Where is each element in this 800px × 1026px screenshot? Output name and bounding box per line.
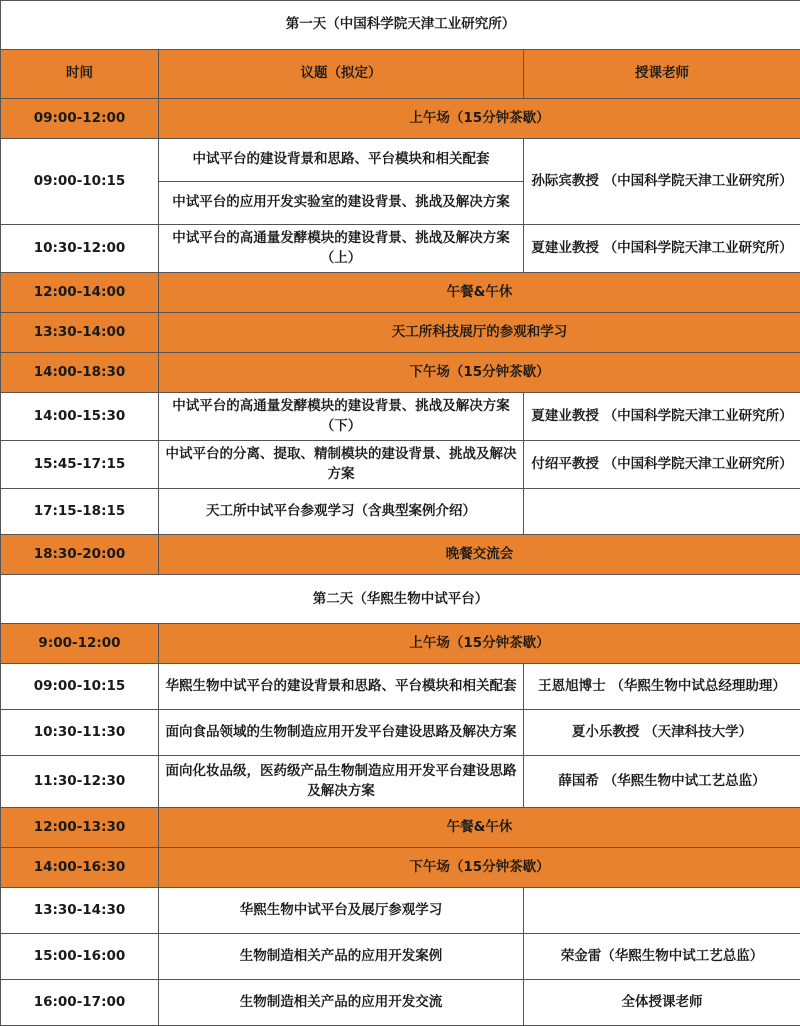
table-row [1, 99, 800, 139]
row-topic: 华熙生物中试平台的建设背景和思路、平台模块和相关配套 [159, 664, 524, 710]
row-time: 11:30-12:30 [1, 756, 159, 808]
column-header-time: 时间 [1, 50, 159, 99]
row-topic: 中试平台的建设背景和思路、平台模块和相关配套 [159, 139, 524, 182]
row-time: 10:30-12:00 [1, 225, 159, 273]
row-topic: 中试平台的应用开发实验室的建设背景、挑战及解决方案 [159, 182, 524, 225]
row-topic: 天工所中试平台参观学习（含典型案例介绍） [159, 489, 524, 535]
row-topic: 中试平台的高通量发酵模块的建设背景、挑战及解决方案（下） [159, 393, 524, 441]
row-session-label: 午餐&午休 [159, 808, 800, 848]
row-time: 14:00-16:30 [1, 848, 159, 888]
row-topic: 华熙生物中试平台及展厅参观学习 [159, 888, 524, 934]
row-teacher: 付绍平教授 （中国科学院天津工业研究所） [524, 441, 800, 489]
table-row [1, 139, 800, 182]
column-header-row [1, 50, 800, 99]
row-session-label: 天工所科技展厅的参观和学习 [159, 313, 800, 353]
row-topic: 中试平台的分离、提取、精制模块的建设背景、挑战及解决方案 [159, 441, 524, 489]
day2-header-row [1, 575, 800, 624]
table-row [1, 535, 800, 575]
row-topic: 面向化妆品级，医药级产品生物制造应用开发平台建设思路及解决方案 [159, 756, 524, 808]
row-topic: 生物制造相关产品的应用开发交流 [159, 980, 524, 1026]
row-time: 14:00-18:30 [1, 353, 159, 393]
table-row [1, 489, 800, 535]
row-topic: 面向食品领域的生物制造应用开发平台建设思路及解决方案 [159, 710, 524, 756]
row-time: 18:30-20:00 [1, 535, 159, 575]
row-teacher [524, 489, 800, 535]
row-topic: 生物制造相关产品的应用开发案例 [159, 934, 524, 980]
row-time: 12:00-14:00 [1, 273, 159, 313]
table-row [1, 980, 800, 1026]
row-time: 09:00-10:15 [1, 139, 159, 225]
row-teacher: 荣金雷（华熙生物中试工艺总监） [524, 934, 800, 980]
row-time: 15:00-16:00 [1, 934, 159, 980]
table-row [1, 664, 800, 710]
row-time: 17:15-18:15 [1, 489, 159, 535]
row-session-label: 上午场（15分钟茶歇） [159, 99, 800, 139]
row-teacher: 全体授课老师 [524, 980, 800, 1026]
column-header-topic: 议题（拟定） [159, 50, 524, 99]
day1-header-row [1, 1, 800, 50]
table-row [1, 313, 800, 353]
row-time: 10:30-11:30 [1, 710, 159, 756]
row-time: 12:00-13:30 [1, 808, 159, 848]
row-time: 09:00-10:15 [1, 664, 159, 710]
row-session-label: 下午场（15分钟茶歇） [159, 848, 800, 888]
row-session-label: 上午场（15分钟茶歇） [159, 624, 800, 664]
row-session-label: 午餐&午休 [159, 273, 800, 313]
row-topic: 中试平台的高通量发酵模块的建设背景、挑战及解决方案（上） [159, 225, 524, 273]
day1-title: 第一天（中国科学院天津工业研究所） [1, 1, 800, 50]
table-row [1, 393, 800, 441]
table-row [1, 888, 800, 934]
row-teacher: 夏建业教授 （中国科学院天津工业研究所） [524, 225, 800, 273]
row-session-label: 晚餐交流会 [159, 535, 800, 575]
table-row [1, 273, 800, 313]
row-time: 9:00-12:00 [1, 624, 159, 664]
table-row [1, 710, 800, 756]
row-time: 16:00-17:00 [1, 980, 159, 1026]
table-row [1, 441, 800, 489]
row-teacher: 孙际宾教授 （中国科学院天津工业研究所） [524, 139, 800, 225]
row-teacher [524, 888, 800, 934]
table-row [1, 624, 800, 664]
table-row [1, 225, 800, 273]
table-row [1, 848, 800, 888]
row-session-label: 下午场（15分钟茶歇） [159, 353, 800, 393]
row-time: 14:00-15:30 [1, 393, 159, 441]
table-row [1, 353, 800, 393]
row-time: 15:45-17:15 [1, 441, 159, 489]
row-teacher: 夏建业教授 （中国科学院天津工业研究所） [524, 393, 800, 441]
row-teacher: 王恩旭博士 （华熙生物中试总经理助理） [524, 664, 800, 710]
column-header-teacher: 授课老师 [524, 50, 800, 99]
table-row [1, 756, 800, 808]
row-time: 09:00-12:00 [1, 99, 159, 139]
row-time: 13:30-14:30 [1, 888, 159, 934]
table-row [1, 934, 800, 980]
row-time: 13:30-14:00 [1, 313, 159, 353]
row-teacher: 薛国希 （华熙生物中试工艺总监） [524, 756, 800, 808]
day2-title: 第二天（华熙生物中试平台） [1, 575, 800, 624]
table-row [1, 808, 800, 848]
row-teacher: 夏小乐教授 （天津科技大学） [524, 710, 800, 756]
